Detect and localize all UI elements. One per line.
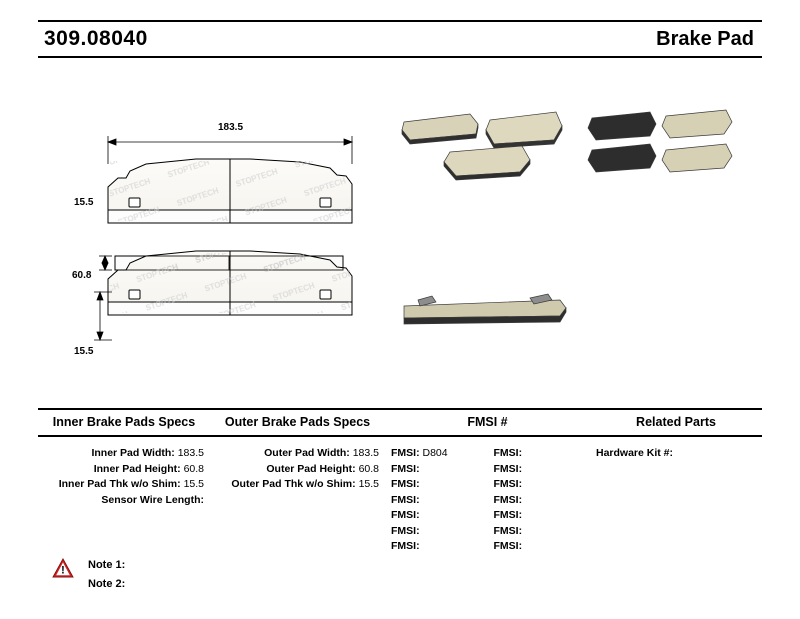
fmsi-label: FMSI: bbox=[391, 447, 420, 459]
notes-section bbox=[52, 556, 125, 594]
fmsi-body bbox=[385, 437, 590, 555]
fmsi-label: FMSI: bbox=[391, 478, 420, 490]
list-item bbox=[488, 508, 591, 524]
list-item bbox=[385, 508, 488, 524]
spec-tables bbox=[38, 408, 762, 555]
spec-value: 60.8 bbox=[358, 462, 379, 475]
fmsi-label: FMSI: bbox=[493, 509, 523, 521]
related-parts-body bbox=[590, 437, 762, 462]
fmsi-right-column bbox=[488, 446, 591, 555]
inner-pads-heading: Inner Brake Pads Specs bbox=[38, 408, 210, 437]
note-2: Note 2: bbox=[88, 578, 126, 590]
fmsi-left-column bbox=[385, 446, 488, 555]
table-row bbox=[210, 462, 385, 478]
spec-label: Sensor Wire Length: bbox=[101, 493, 204, 506]
related-parts-table bbox=[590, 408, 762, 462]
fmsi-label: FMSI: bbox=[391, 509, 420, 521]
outer-pads-heading: Outer Brake Pads Specs bbox=[210, 408, 385, 437]
inner-pads-body bbox=[38, 437, 210, 508]
fmsi-table bbox=[385, 408, 590, 555]
spec-label: Inner Pad Height: bbox=[93, 462, 181, 475]
list-item bbox=[488, 524, 591, 540]
drawing-svg bbox=[0, 60, 800, 390]
related-parts-heading: Related Parts bbox=[590, 408, 762, 437]
note-list bbox=[88, 556, 125, 594]
spec-label: Inner Pad Width: bbox=[91, 447, 175, 459]
dim-top-width: 183.5 bbox=[218, 122, 244, 133]
list-item bbox=[385, 524, 488, 540]
fmsi-label: FMSI: bbox=[493, 447, 523, 459]
table-row bbox=[596, 446, 762, 462]
spec-value: 15.5 bbox=[358, 478, 379, 490]
list-item bbox=[488, 539, 591, 555]
list-item bbox=[385, 462, 488, 478]
spec-label: Inner Pad Thk w/o Shim: bbox=[58, 478, 181, 490]
spec-label: Outer Pad Thk w/o Shim: bbox=[231, 478, 356, 490]
list-item bbox=[488, 493, 591, 509]
table-row bbox=[210, 477, 385, 493]
pad-photo-group-right bbox=[588, 110, 732, 172]
list-item bbox=[488, 446, 591, 462]
fmsi-label: FMSI: bbox=[493, 540, 523, 552]
spec-value: 60.8 bbox=[183, 462, 204, 475]
part-number: 309.08040 bbox=[44, 27, 148, 50]
table-row bbox=[38, 477, 210, 493]
fmsi-label: FMSI: bbox=[493, 524, 523, 537]
technical-drawings bbox=[0, 60, 800, 390]
list-item bbox=[385, 477, 488, 493]
fmsi-label: FMSI: bbox=[391, 524, 420, 537]
spec-value: 15.5 bbox=[183, 478, 204, 490]
table-row bbox=[38, 446, 210, 462]
fmsi-heading: FMSI # bbox=[385, 408, 590, 437]
note-1: Note 1: bbox=[88, 559, 126, 571]
outer-pads-body bbox=[210, 437, 385, 493]
warning-triangle-icon bbox=[52, 558, 74, 578]
list-item bbox=[385, 539, 488, 555]
spec-label: Outer Pad Height: bbox=[266, 462, 356, 475]
fmsi-label: FMSI: bbox=[391, 540, 420, 552]
table-row bbox=[38, 493, 210, 509]
svg-text:!: ! bbox=[61, 564, 65, 577]
inner-pads-table bbox=[38, 408, 210, 508]
dim-bottom-thickness: 15.5 bbox=[74, 346, 94, 357]
document-header bbox=[38, 20, 762, 58]
outer-pads-table bbox=[210, 408, 385, 493]
page-title: Brake Pad bbox=[656, 27, 754, 50]
fmsi-label: FMSI: bbox=[391, 493, 420, 506]
spec-label: Outer Pad Width: bbox=[264, 447, 350, 459]
related-label: Hardware Kit #: bbox=[596, 447, 674, 459]
fmsi-value: D804 bbox=[422, 447, 448, 459]
pad-photo-side-view bbox=[404, 294, 566, 324]
list-item bbox=[488, 477, 591, 493]
fmsi-label: FMSI: bbox=[493, 462, 523, 475]
dim-top-thickness: 15.5 bbox=[74, 197, 94, 208]
table-row bbox=[38, 462, 210, 478]
table-row bbox=[210, 446, 385, 462]
list-item bbox=[488, 462, 591, 478]
spec-value: 183.5 bbox=[177, 447, 204, 459]
list-item bbox=[385, 446, 488, 462]
fmsi-label: FMSI: bbox=[493, 493, 523, 506]
dim-bottom-height: 60.8 bbox=[72, 270, 92, 281]
pad-photo-group-left bbox=[402, 112, 562, 180]
spec-value: 183.5 bbox=[352, 447, 379, 459]
fmsi-label: FMSI: bbox=[391, 462, 420, 475]
list-item bbox=[385, 493, 488, 509]
fmsi-label: FMSI: bbox=[493, 478, 523, 490]
